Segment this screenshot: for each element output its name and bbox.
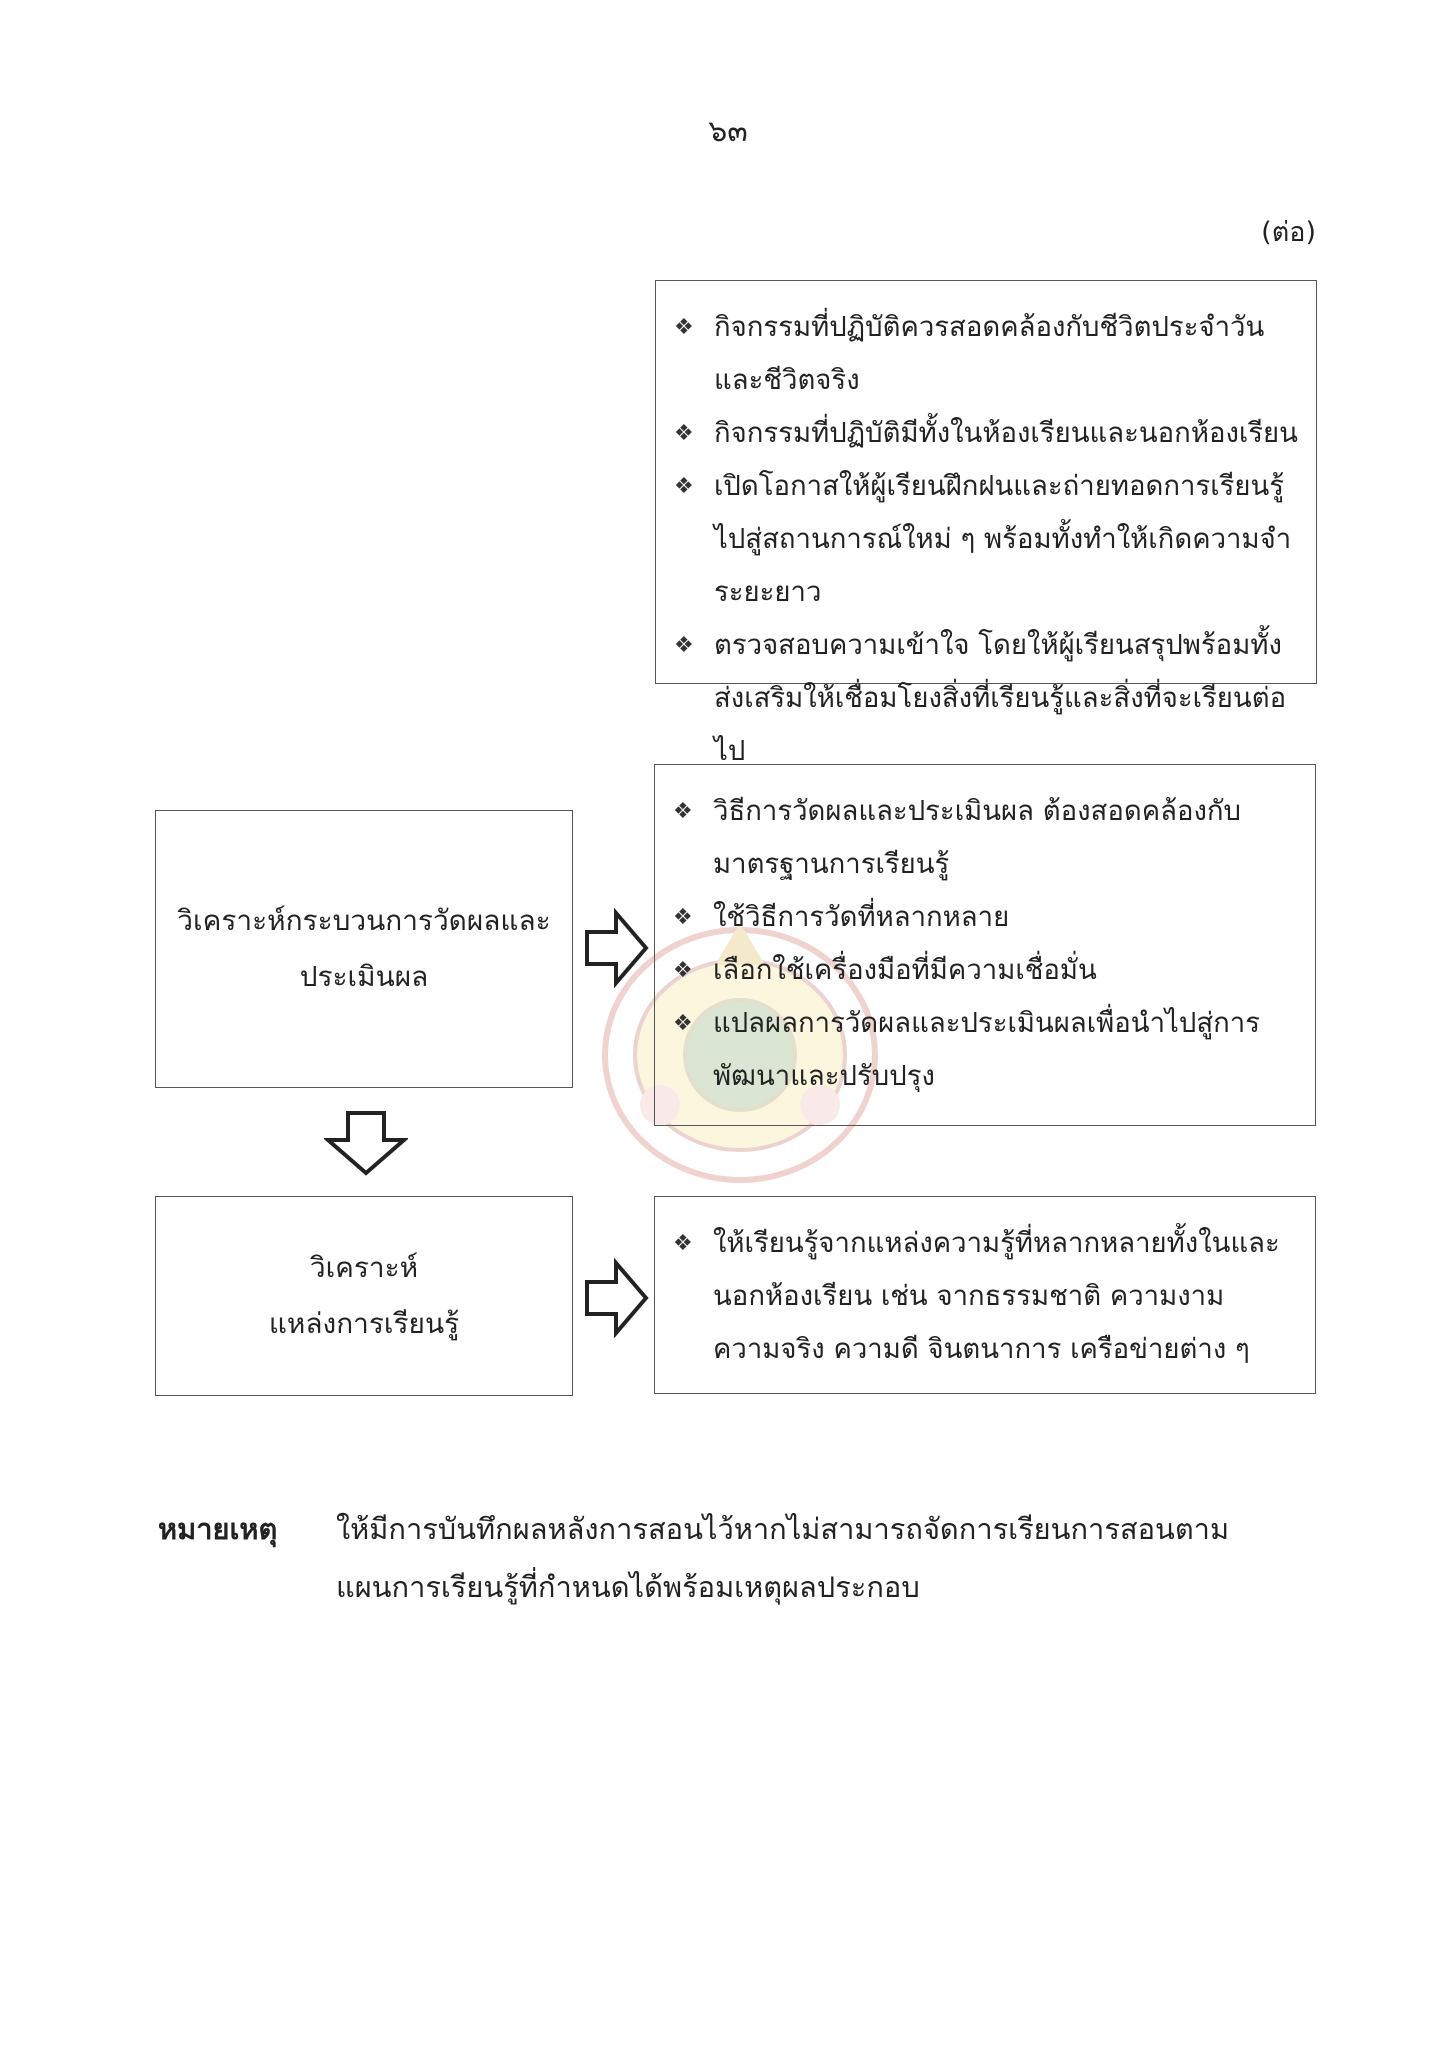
bullet-icon: ❖ bbox=[674, 421, 694, 446]
bullet-icon: ❖ bbox=[673, 1011, 693, 1036]
list-item: ❖ เปิดโอกาสให้ผู้เรียนฝึกฝนและถ่ายทอดการเรียนรู้ไปสู่สถานการณ์ใหม่ ๆ พร้อมทั้งทำให้เกิดความจำระยะยาว bbox=[674, 460, 1298, 619]
continued-label: (ต่อ) bbox=[1261, 217, 1316, 248]
list-item: ❖ วิธีการวัดผลและประเมินผล ต้องสอดคล้องกับมาตรฐานการเรียนรู้ bbox=[673, 785, 1297, 891]
resources-details-box bbox=[654, 1196, 1316, 1394]
bullet-icon: ❖ bbox=[674, 633, 694, 658]
list-item: ❖ ตรวจสอบความเข้าใจ โดยให้ผู้เรียนสรุปพร้อมทั้งส่งเสริมให้เชื่อมโยงสิ่งที่เรียนรู้และสิ่งที่จะเรียนต่อไป bbox=[674, 619, 1298, 778]
list-item: ❖ ให้เรียนรู้จากแหล่งความรู้ที่หลากหลายทั้งในและนอกห้องเรียน เช่น จากธรรมชาติ ความงาม ความจริง ความดี จินตนาการ เครือข่ายต่าง ๆ bbox=[673, 1217, 1297, 1376]
resources-list bbox=[673, 1217, 1297, 1376]
bullet-icon: ❖ bbox=[674, 474, 694, 499]
arrow-right-icon bbox=[584, 908, 650, 988]
assessment-list bbox=[673, 785, 1297, 1103]
top-activities-box bbox=[655, 280, 1317, 767]
list-item: ❖ เลือกใช้เครื่องมือที่มีความเชื่อมั่น bbox=[673, 944, 1297, 997]
bullet-icon: ❖ bbox=[673, 958, 693, 983]
bullet-icon: ❖ bbox=[673, 905, 693, 930]
bullet-icon: ❖ bbox=[674, 315, 694, 340]
arrow-right-icon bbox=[584, 1258, 650, 1338]
bullet-icon: ❖ bbox=[673, 799, 693, 824]
note-section bbox=[158, 1500, 1318, 1616]
assessment-details-box bbox=[654, 764, 1316, 1126]
note-label: หมายเหตุ bbox=[158, 1512, 278, 1546]
note-text: ให้มีการบันทึกผลหลังการสอนไว้หากไม่สามารถจัดการเรียนการสอนตามแผนการเรียนรู้ที่กำหนดได้พร้อมเหตุผลประกอบ bbox=[336, 1512, 1230, 1604]
list-item: ❖ แปลผลการวัดผลและประเมินผลเพื่อนำไปสู่การพัฒนาและปรับปรุง bbox=[673, 997, 1297, 1103]
resources-label-box bbox=[155, 1196, 573, 1396]
assessment-label: วิเคราะห์กระบวนการวัดผลและ ประเมินผล bbox=[177, 904, 551, 993]
list-item: ❖ กิจกรรมที่ปฏิบัติควรสอดคล้องกับชีวิตประจำวันและชีวิตจริง bbox=[674, 301, 1298, 407]
list-item: ❖ กิจกรรมที่ปฏิบัติมีทั้งในห้องเรียนและนอกห้องเรียน bbox=[674, 407, 1298, 460]
top-activities-list bbox=[674, 301, 1298, 778]
arrow-down-icon bbox=[324, 1110, 408, 1176]
resources-label: วิเคราะห์ แหล่งการเรียนรู้ bbox=[268, 1251, 460, 1340]
bullet-icon: ❖ bbox=[673, 1231, 693, 1256]
list-item: ❖ ใช้วิธีการวัดที่หลากหลาย bbox=[673, 891, 1297, 944]
page-number: ๖๓ bbox=[708, 114, 748, 149]
assessment-label-box bbox=[155, 810, 573, 1088]
